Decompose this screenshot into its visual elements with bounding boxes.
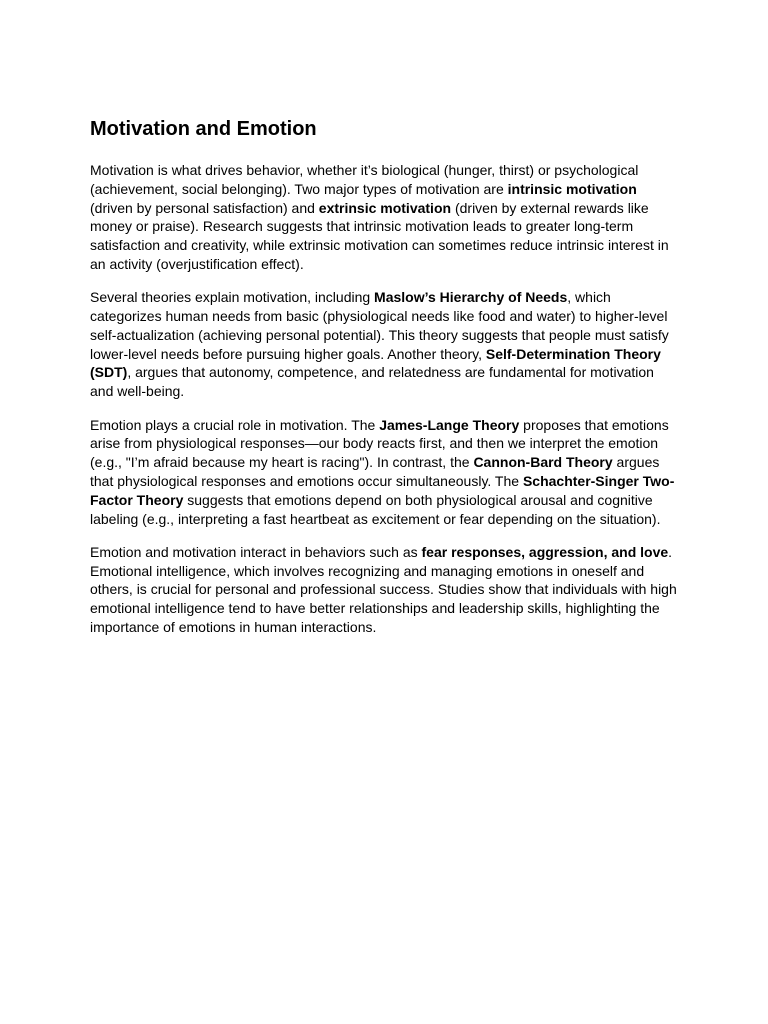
text-run: proposes that emotions arise from physiological responses—our body reacts first, and then we interpret the emotion (e.g., "I’m afraid because my heart is racing"). In contrast, the — [90, 416, 669, 471]
paragraph-motivation-types — [90, 161, 680, 274]
term-extrinsic-motivation: extrinsic motivation — [318, 199, 452, 216]
text-run: , argues that autonomy, competence, and relatedness are fundamental for motivation and well-being. — [90, 364, 654, 400]
text-run: Motivation is what drives behavior, whether it’s biological (hunger, thirst) or psychological (achievement, social belonging). Two major types of motivation are — [90, 162, 639, 197]
text-run: . Emotional intelligence, which involves recognizing and managing emotions in oneself and others, is crucial for personal and professional success. Studies show that individuals with high emotional intelligence tend to have better relationships and leadership skills, highlighting the importance of emotions in human interactions. — [90, 543, 677, 636]
paragraph-emotion-theories — [90, 416, 680, 529]
term-cannon-bard: Cannon-Bard Theory — [473, 454, 613, 471]
document-title: Motivation and Emotion — [90, 118, 317, 140]
term-maslow: Maslow’s Hierarchy of Needs — [374, 289, 568, 306]
text-run: argues that physiological responses and emotions occur simultaneously. The — [90, 454, 660, 489]
text-run: Emotion and motivation interact in behaviors such as — [90, 543, 422, 560]
document-page — [90, 117, 680, 651]
term-sdt: Self-Determination Theory (SDT) — [90, 345, 661, 381]
text-run: , which categorizes human needs from basic (physiological needs like food and water) to higher-level self-actualization (achieving personal potential). This theory suggests that people must satisfy lower-level needs before pursuing higher goals. Another theory, — [90, 289, 669, 362]
text-run: (driven by external rewards like money or praise). Research suggests that intrinsic motivation leads to greater long-term satisfaction and creativity, while extrinsic motivation can sometimes reduce intrinsic interest in an activity (overjustification effect). — [90, 199, 669, 272]
paragraph-emotion-motivation-interaction — [90, 543, 680, 637]
term-fear-aggression-love: fear responses, aggression, and love — [421, 543, 669, 560]
text-run: (driven by personal satisfaction) and — [90, 199, 319, 216]
text-run: Emotion plays a crucial role in motivation. The — [90, 416, 380, 433]
text-run: suggests that emotions depend on both physiological arousal and cognitive labeling (e.g., interpreting a fast heartbeat as excitement or fear depending on the situation). — [90, 491, 661, 527]
term-james-lange: James-Lange Theory — [379, 416, 520, 433]
paragraph-motivation-theories — [90, 288, 680, 401]
term-intrinsic-motivation: intrinsic motivation — [507, 180, 637, 197]
term-schachter-singer: Schachter-Singer Two-Factor Theory — [90, 472, 675, 508]
text-run: Several theories explain motivation, including — [90, 289, 375, 306]
